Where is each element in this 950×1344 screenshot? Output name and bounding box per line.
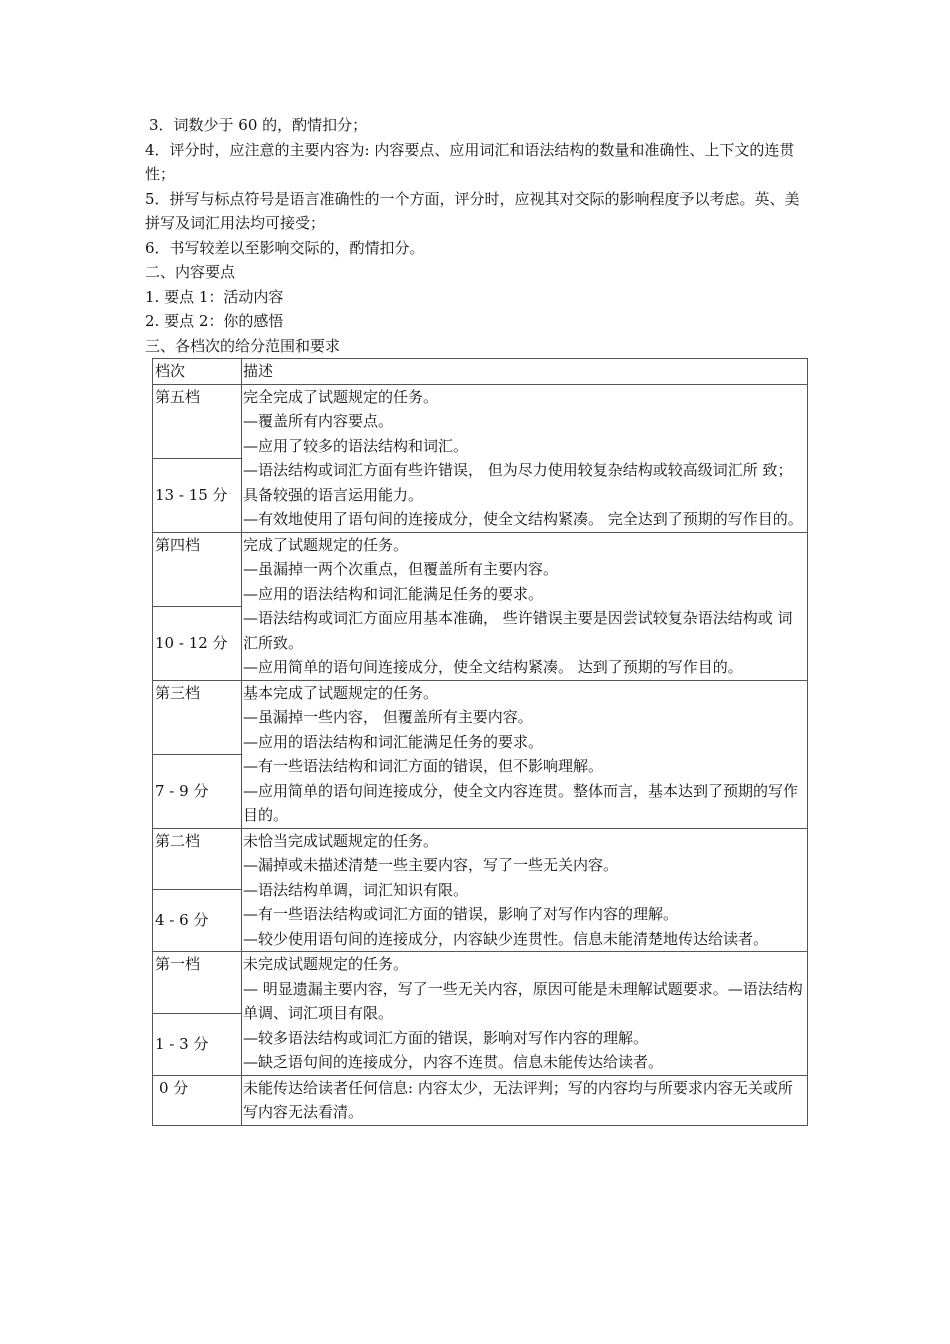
tier-detail: —有一些语法结构和词汇方面的错误，但不影响理解。 bbox=[243, 757, 604, 775]
tier-detail: —虽漏掉一两个次重点，但覆盖所有主要内容。 bbox=[243, 560, 559, 578]
tier-detail: —覆盖所有内容要点。 bbox=[243, 412, 394, 430]
rule-5: 5．拼写与标点符号是语言准确性的一个方面，评分时，应视其对交际的影响程度予以考虑。英、美拼写及词汇用法均可接受； bbox=[145, 189, 800, 232]
tier-detail: —较多语法结构或词汇方面的错误，影响对写作内容的理解。 bbox=[243, 1028, 649, 1047]
score-band-table bbox=[152, 358, 808, 1126]
tier-name: 第四档 bbox=[153, 532, 242, 606]
tier-summary: 未完成试题规定的任务。 bbox=[243, 955, 409, 973]
tier-detail: —应用了较多的语法结构和词汇。 bbox=[243, 436, 469, 455]
tier-name: 第五档 bbox=[153, 384, 242, 458]
tier-detail: —应用简单的语句间连接成分，使全文内容连贯。整体而言，基本达到了预期的写作目的。 bbox=[243, 781, 799, 824]
tier-summary: 基本完成了试题规定的任务。 bbox=[243, 683, 439, 702]
header-grade: 档次 bbox=[153, 359, 242, 385]
document-page bbox=[145, 113, 810, 1126]
tier-detail: —语法结构或词汇方面应用基本准确， 些许错误主要是因尝试较复杂语法结构或 词汇所致。 bbox=[243, 609, 793, 652]
tier-row bbox=[153, 384, 808, 458]
section-title-content-points: 二、内容要点 bbox=[145, 263, 236, 281]
zero-score-range: 0 分 bbox=[153, 1075, 242, 1125]
rule-6: 6．书写较差以至影响交际的，酌情扣分。 bbox=[145, 238, 425, 257]
tier-name: 第一档 bbox=[153, 952, 242, 1014]
tier-detail: —应用的语法结构和词汇能满足任务的要求。 bbox=[243, 584, 544, 603]
tier-detail: —语法结构单调，词汇知识有限。 bbox=[243, 880, 469, 899]
content-point-2: 2. 要点 2：你的感悟 bbox=[145, 312, 284, 330]
tier-detail: —有效地使用了语句间的连接成分，使全文结构紧凑。 完全达到了预期的写作目的。 bbox=[243, 510, 803, 528]
content-point-1: 1. 要点 1：活动内容 bbox=[145, 287, 284, 306]
tier-description bbox=[242, 532, 808, 680]
zero-score-row bbox=[153, 1075, 808, 1125]
rule-4: 4．评分时，应注意的主要内容为: 内容要点、应用词汇和语法结构的数量和准确性、上下文的连贯性； bbox=[145, 140, 795, 183]
tier-score-range: 10 - 12 分 bbox=[153, 606, 242, 680]
table-header-row bbox=[153, 359, 808, 385]
tier-name: 第二档 bbox=[153, 828, 242, 890]
tier-detail: —语法结构或词汇方面有些许错误， 但为尽力使用较复杂结构或较高级词汇所 致；具备较强的语言运用能力。 bbox=[243, 461, 793, 504]
tier-row bbox=[153, 532, 808, 606]
tier-description bbox=[242, 952, 808, 1076]
tier-detail: —较少使用语句间的连接成分，内容缺少连贯性。信息未能清楚地传达给读者。 bbox=[243, 929, 769, 948]
tier-detail: — 明显遗漏主要内容，写了一些无关内容，原因可能是未理解试题要求。—语法结构单调、词汇项目有限。 bbox=[243, 979, 803, 1022]
tier-description bbox=[242, 828, 808, 952]
tier-description bbox=[242, 384, 808, 532]
section-title-score-bands: 三、各档次的给分范围和要求 bbox=[145, 336, 341, 355]
tier-detail: —漏掉或未描述清楚一些主要内容，写了一些无关内容。 bbox=[243, 856, 619, 874]
tier-score-range: 13 - 15 分 bbox=[153, 458, 242, 532]
tier-score-range: 7 - 9 分 bbox=[153, 754, 242, 828]
tier-summary: 未恰当完成试题规定的任务。 bbox=[243, 831, 439, 850]
tier-detail: —缺乏语句间的连接成分，内容不连贯。信息未能传达给读者。 bbox=[243, 1053, 664, 1071]
tier-detail: —应用的语法结构和词汇能满足任务的要求。 bbox=[243, 732, 544, 751]
rule-3: 3．词数少于 60 的，酌情扣分； bbox=[149, 116, 368, 134]
tier-score-range: 4 - 6 分 bbox=[153, 890, 242, 952]
tier-description bbox=[242, 680, 808, 828]
tier-row bbox=[153, 952, 808, 1014]
tier-detail: —有一些语法结构或词汇方面的错误，影响了对写作内容的理解。 bbox=[243, 905, 679, 923]
tier-summary: 完成了试题规定的任务。 bbox=[243, 535, 409, 554]
tier-detail: —虽漏掉一些内容， 但覆盖所有主要内容。 bbox=[243, 708, 533, 726]
tier-detail: —应用简单的语句间连接成分，使全文结构紧凑。 达到了预期的写作目的。 bbox=[243, 658, 743, 676]
tier-summary: 完全完成了试题规定的任务。 bbox=[243, 387, 439, 406]
zero-score-description: 未能传达给读者任何信息: 内容太少，无法评判；写的内容均与所要求内容无关或所写内容无法看清。 bbox=[242, 1075, 808, 1125]
header-description: 描述 bbox=[242, 359, 808, 385]
tier-row bbox=[153, 680, 808, 754]
tier-name: 第三档 bbox=[153, 680, 242, 754]
tier-score-range: 1 - 3 分 bbox=[153, 1013, 242, 1075]
tier-row bbox=[153, 828, 808, 890]
